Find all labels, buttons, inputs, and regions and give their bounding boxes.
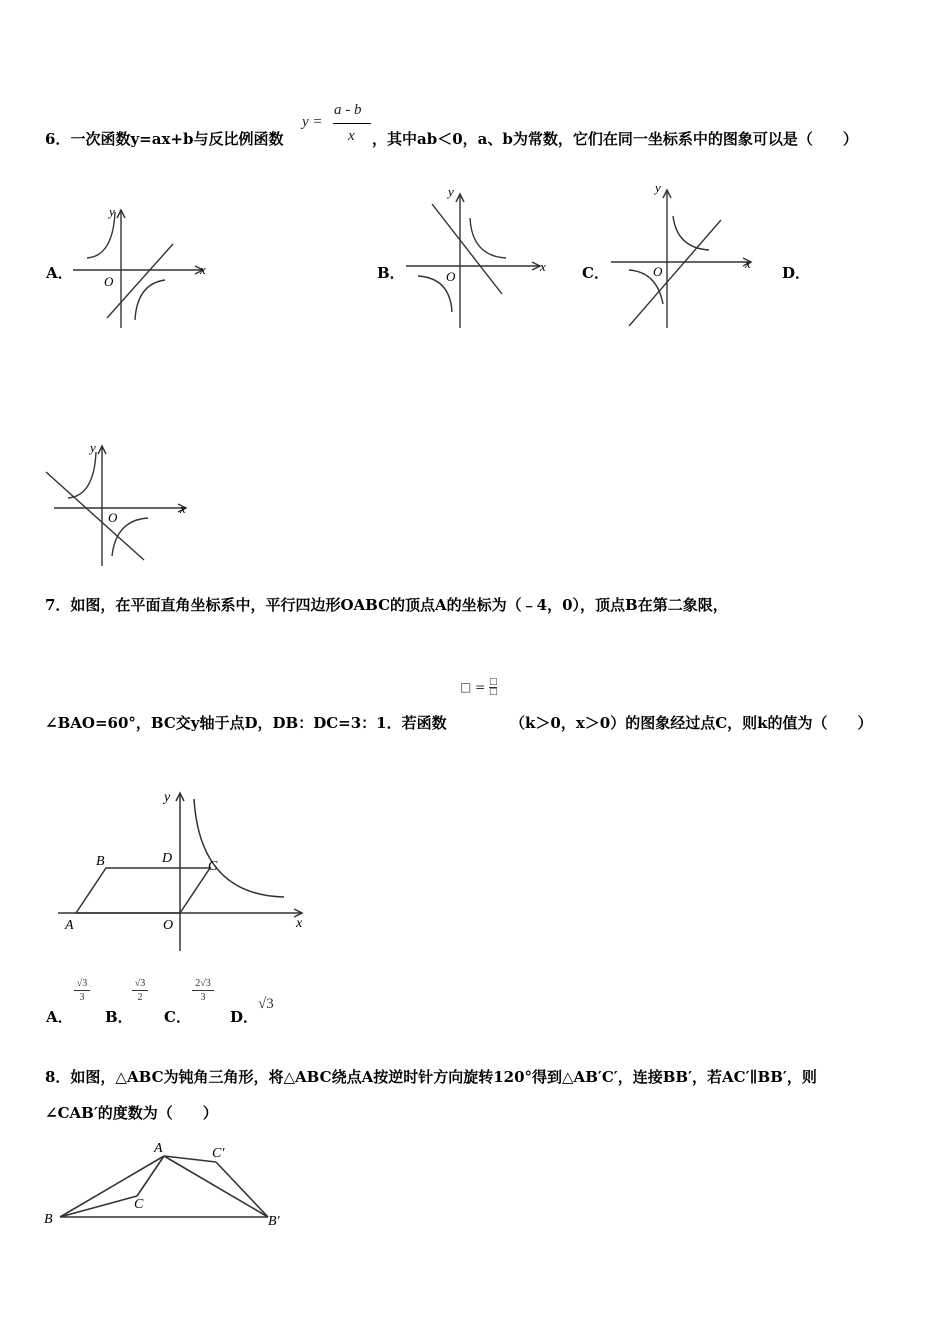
q7-label-y: y [164, 790, 171, 805]
q6-number: 6． [45, 130, 71, 148]
q7-option-a-den: 3 [79, 992, 85, 1003]
q8-line1: 8．如图，△ABC为钝角三角形，将△ABC绕点A按逆时针方向旋转120°得到△AB′C′，连接BB′，若AC′∥BB′，则 [45, 1068, 817, 1086]
q7-line2-part1: ∠BAO=60°，BC交y轴于点D，DB：DC=3：1．若函数 [45, 714, 447, 732]
q7-option-d-label[interactable]: D． [230, 1008, 259, 1026]
q7-option-c-value[interactable] [190, 978, 216, 1003]
q6-text-before: 一次函数y=ax+b与反比例函数 [70, 130, 284, 148]
axis-y-label: y [655, 180, 661, 195]
q6-graph-c[interactable] [605, 178, 765, 330]
q8-line2: ∠CAB′的度数为（ ） [45, 1104, 218, 1122]
q6-fraction-bar [333, 123, 371, 124]
q6-option-a-label[interactable]: A． [46, 264, 73, 282]
q7-formula [460, 678, 498, 697]
axis-x-label: x [745, 256, 751, 271]
q8-label-a: A [154, 1141, 163, 1156]
q6-graph-d[interactable] [40, 438, 195, 573]
q7-label-d: D [162, 851, 173, 866]
q8-figure [40, 1136, 290, 1231]
axis-x-label: x [200, 262, 206, 277]
q7-option-b-num: √3 [134, 978, 146, 989]
axis-x-label: x [540, 259, 546, 274]
axis-y-label: y [90, 440, 96, 455]
origin-label: O [446, 269, 456, 284]
q6-fraction [302, 100, 374, 148]
axis-x-label: x [180, 501, 186, 516]
q7-option-b-bar [132, 990, 148, 991]
q7-formula-fraction: □ □ [489, 677, 498, 697]
q8-label-c: C [134, 1197, 144, 1212]
q7-option-b-value[interactable] [130, 978, 150, 1003]
q7-line1: 7．如图，在平面直角坐标系中，平行四边形OABC的顶点A的坐标为（﹣4，0），顶点B在第二象限， [45, 596, 728, 614]
q7-option-a-num: √3 [76, 978, 88, 989]
q7-label-x: x [296, 916, 303, 931]
q7-label-o: O [163, 918, 174, 933]
q7-option-b-den: 2 [137, 992, 143, 1003]
q7-option-a-label[interactable]: A． [46, 1008, 73, 1026]
q7-figure [50, 785, 315, 955]
q8-label-b-prime: B′ [268, 1214, 280, 1229]
q6-graph-a[interactable] [65, 200, 215, 335]
q6-fraction-lhs: y = [302, 114, 323, 130]
q7-label-c: C [208, 859, 218, 874]
axis-y-label: y [448, 184, 454, 199]
q7-option-c-num: 2√3 [195, 978, 211, 989]
q7-option-c-label[interactable]: C． [164, 1008, 191, 1026]
q6-graph-b[interactable] [398, 182, 553, 332]
q7-option-a-bar [74, 990, 90, 991]
origin-label: O [104, 274, 114, 289]
q7-option-b-label[interactable]: B． [105, 1008, 133, 1026]
q7-line2-part2: （k＞0，x＞0）的图象经过点C，则k的值为（ ） [510, 714, 873, 732]
q7-option-d-value[interactable]: √3 [258, 996, 274, 1012]
q7-formula-lhs: □ = [460, 680, 486, 694]
q6-fraction-denominator: x [348, 128, 355, 144]
q8-label-c-prime: C′ [212, 1146, 225, 1161]
q7-label-b: B [96, 854, 105, 869]
q7-label-a: A [65, 918, 74, 933]
q7-option-c-bar [192, 990, 214, 991]
q6-stem [45, 128, 283, 149]
q6-text-after: ，其中ab＜0，a、b为常数，它们在同一坐标系中的图象可以是（ ） [372, 130, 858, 148]
axis-y-label: y [109, 204, 115, 219]
q8-label-b: B [44, 1212, 53, 1227]
origin-label: O [653, 264, 663, 279]
q6-option-d-label[interactable]: D． [782, 264, 811, 282]
q6-option-c-label[interactable]: C． [582, 264, 609, 282]
q7-option-a-value[interactable] [72, 978, 92, 1003]
origin-label: O [108, 510, 118, 525]
q7-option-c-den: 3 [200, 992, 206, 1003]
q6-option-b-label[interactable]: B． [377, 264, 405, 282]
q6-fraction-numerator: a - b [334, 102, 362, 118]
